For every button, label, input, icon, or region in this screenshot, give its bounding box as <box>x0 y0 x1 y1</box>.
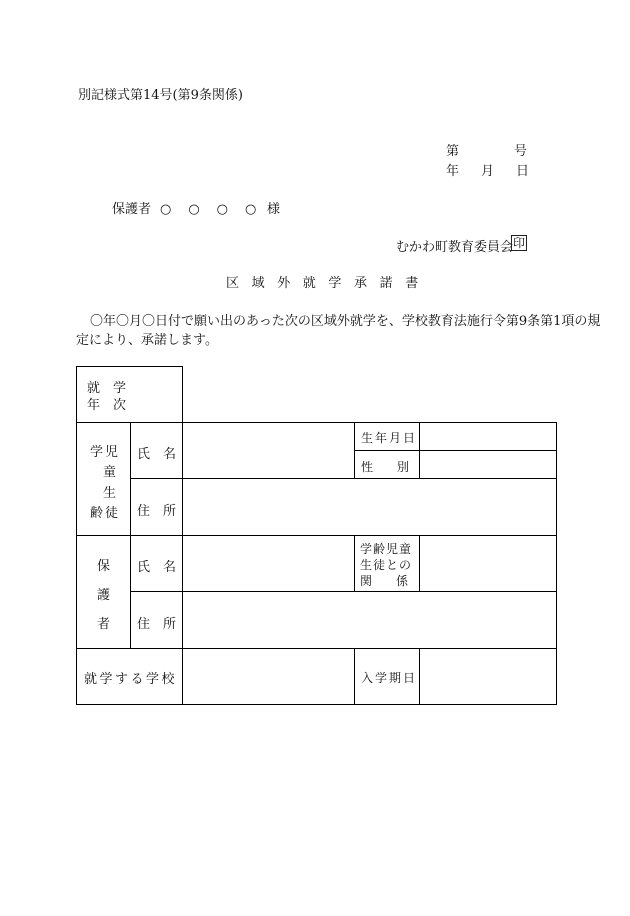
birthdate-label: 生年月日 <box>361 431 418 445</box>
table-rule <box>182 422 183 704</box>
table-rule <box>130 478 557 479</box>
guardian-address-label: 住 所 <box>137 617 177 632</box>
table-rule <box>354 648 355 705</box>
student-address-label: 住 所 <box>137 504 177 519</box>
date-day: 日 <box>516 164 530 179</box>
table-rule <box>76 366 183 367</box>
school-label: 就学する学校 <box>84 672 178 687</box>
addressee-name: ○ ○ ○ ○ <box>160 202 259 217</box>
issuer-name: むかわ町教育委員会 <box>396 240 514 255</box>
table-rule <box>354 422 355 479</box>
student-label-line4: 齢徒 <box>90 506 121 521</box>
date-year: 年 <box>446 164 460 179</box>
sex-label: 性 別 <box>361 460 410 474</box>
addressee-honorific: 様 <box>267 202 281 217</box>
table-rule <box>354 450 557 451</box>
table-rule <box>354 535 355 592</box>
table-rule <box>76 422 557 423</box>
guardian-label-line2: 護 <box>97 588 111 603</box>
table-rule <box>419 535 420 592</box>
enrollment-date-label: 入学期日 <box>361 671 418 685</box>
date-month: 月 <box>481 164 495 179</box>
student-name-label: 氏 名 <box>137 447 177 462</box>
relation-label-line2: 生徒との <box>360 558 413 572</box>
document-number-dai: 第 <box>446 144 460 159</box>
guardian-name-label: 氏 名 <box>137 560 177 575</box>
document-title: 区域外就学承諾書 <box>226 276 431 291</box>
table-rule <box>130 422 131 648</box>
relation-label-line1: 学齢児童 <box>360 542 413 556</box>
form-reference: 別記様式第14号(第9条関係) <box>78 88 243 103</box>
guardian-label-line3: 者 <box>97 617 111 632</box>
student-label-line2: 童 <box>103 465 117 480</box>
table-rule <box>76 535 557 536</box>
grade-label-line2: 年 次 <box>87 398 127 413</box>
table-rule <box>419 648 420 705</box>
student-label-line3: 生 <box>103 486 117 501</box>
table-rule <box>556 422 557 705</box>
seal-stamp: 印 <box>513 236 526 250</box>
table-rule <box>130 591 557 592</box>
table-rule <box>182 366 183 423</box>
guardian-label-line1: 保 <box>97 559 111 574</box>
grade-label-line1: 就 学 <box>87 381 127 396</box>
addressee-label: 保護者 <box>112 202 152 217</box>
table-rule <box>419 422 420 479</box>
table-rule <box>76 648 557 649</box>
student-label-line1: 学児 <box>90 445 121 460</box>
table-rule <box>76 704 557 705</box>
body-line-1: 〇年〇月〇日付で願い出のあった次の区域外就学を、学校教育法施行令第9条第1項の規 <box>90 314 601 329</box>
document-number-go: 号 <box>514 144 528 159</box>
body-line-2: 定により、承諾します。 <box>76 333 218 348</box>
table-rule <box>76 366 77 705</box>
relation-label-line3: 関 係 <box>360 574 409 588</box>
